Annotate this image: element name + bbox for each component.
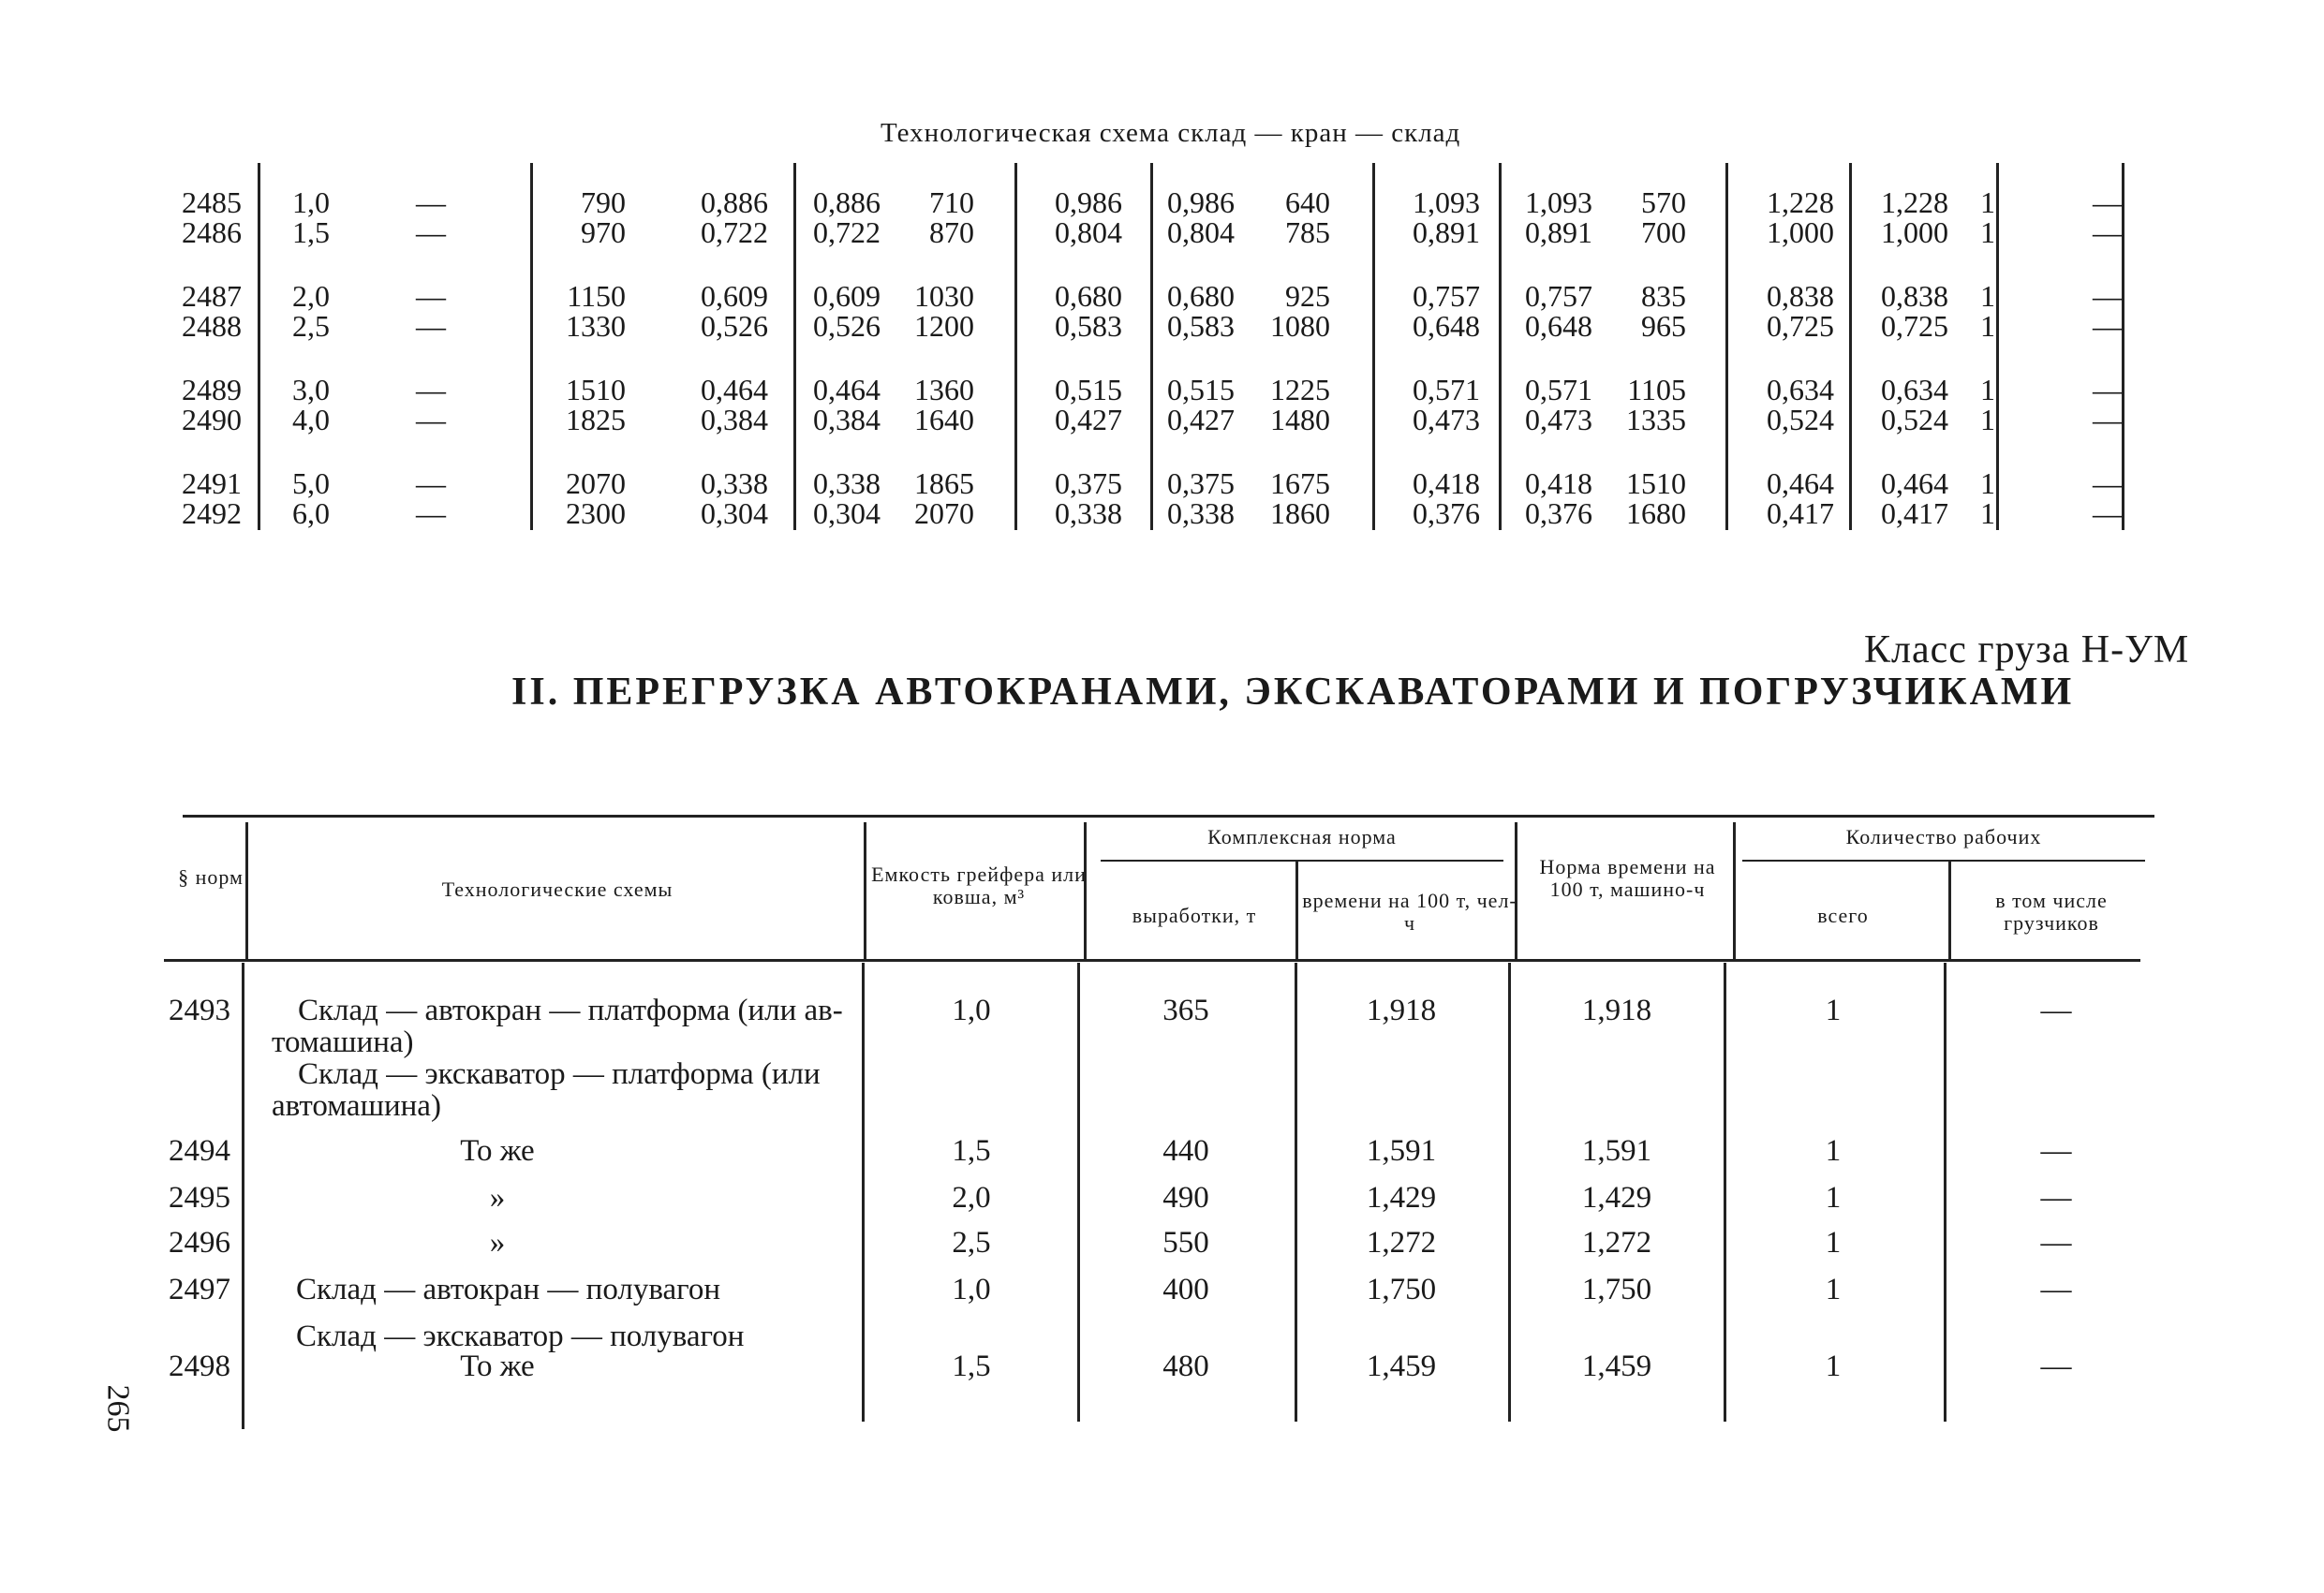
header-column-rule <box>1948 860 1951 959</box>
top-cell-c7: 785 <box>1285 215 1330 249</box>
top-cell-c1: 2300 <box>566 496 626 530</box>
top-cell-dash: — <box>416 185 446 219</box>
top-cell-c3: 0,526 <box>813 309 881 343</box>
top-cell-c6: 0,427 <box>1167 403 1235 436</box>
cell-machine: 1,429 <box>1581 1181 1652 1215</box>
cell-capacity: 1,5 <box>952 1350 991 1383</box>
top-cell-c4: 710 <box>929 185 974 219</box>
top-cell-c3: 0,886 <box>813 185 881 219</box>
top-cell-dash: — <box>416 279 446 313</box>
top-cell-c2: 0,526 <box>701 309 768 343</box>
top-cell-c4: 870 <box>929 215 974 249</box>
top-cell-id: 2487 <box>182 279 242 313</box>
top-cell-c3: 0,464 <box>813 373 881 406</box>
top-cell-c3: 0,304 <box>813 496 881 530</box>
top-cell-c12: 0,464 <box>1881 466 1948 500</box>
top-cell-c9: 0,473 <box>1525 403 1592 436</box>
header-capacity: Емкость грейфера или ковша, м³ <box>871 863 1087 908</box>
cell-output: 440 <box>1162 1134 1209 1168</box>
header-schemes: Технологические схемы <box>441 878 674 901</box>
top-cell-c4: 1865 <box>914 466 974 500</box>
top-cell-loaders: — <box>2093 373 2123 406</box>
cell-loaders: — <box>2040 1134 2072 1168</box>
top-cell-c10: 570 <box>1641 185 1686 219</box>
scheme-line: Склад — экскаватор — платформа (или <box>298 1057 821 1091</box>
top-cell-c2: 0,609 <box>701 279 768 313</box>
top-cell-c5: 0,986 <box>1055 185 1122 219</box>
top-cell-id: 2492 <box>182 496 242 530</box>
top-cell-total: 1 <box>1980 309 1995 343</box>
top-cell-dash: — <box>416 403 446 436</box>
cell-capacity: 1,0 <box>952 994 991 1027</box>
top-cell-c6: 0,338 <box>1167 496 1235 530</box>
top-cell-c8: 0,891 <box>1413 215 1480 249</box>
top-cell-cap: 4,0 <box>292 403 330 436</box>
header-column-rule <box>864 822 866 961</box>
top-cell-c9: 0,648 <box>1525 309 1592 343</box>
top-cell-c10: 1335 <box>1626 403 1686 436</box>
top-cell-loaders: — <box>2093 403 2123 436</box>
top-cell-c9: 0,376 <box>1525 496 1592 530</box>
top-cell-total: 1 <box>1980 373 1995 406</box>
cargo-class: Класс груза Н-УМ <box>1864 628 2190 671</box>
top-cell-c12: 0,838 <box>1881 279 1948 313</box>
body-column-rule <box>1508 963 1511 1422</box>
top-cell-c8: 0,418 <box>1413 466 1480 500</box>
header-column-rule <box>245 822 248 961</box>
top-cell-dash: — <box>416 466 446 500</box>
norm-number: 2494 <box>169 1134 230 1168</box>
top-cell-c6: 0,986 <box>1167 185 1235 219</box>
top-cell-c3: 0,384 <box>813 403 881 436</box>
top-cell-c11: 0,725 <box>1767 309 1834 343</box>
top-cell-loaders: — <box>2093 215 2123 249</box>
top-cell-c1: 1150 <box>567 279 626 313</box>
cell-machine: 1,459 <box>1581 1350 1652 1383</box>
body-column-rule <box>1295 963 1297 1422</box>
top-cell-dash: — <box>416 309 446 343</box>
cell-output: 400 <box>1162 1273 1209 1306</box>
top-cell-cap: 2,0 <box>292 279 330 313</box>
top-cell-dash: — <box>416 373 446 406</box>
top-cell-c4: 1200 <box>914 309 974 343</box>
top-cell-c11: 0,524 <box>1767 403 1834 436</box>
header-time-per-100: времени на 100 т, чел-ч <box>1302 889 1517 935</box>
norm-number: 2496 <box>169 1226 230 1260</box>
top-cell-total: 1 <box>1980 279 1995 313</box>
page-number: 265 <box>100 1384 136 1433</box>
scheme-line: Склад — экскаватор — полувагон <box>296 1320 745 1353</box>
top-cell-c11: 0,634 <box>1767 373 1834 406</box>
body-column-rule <box>1077 963 1080 1422</box>
cell-capacity: 1,5 <box>952 1134 991 1168</box>
cell-loaders: — <box>2040 994 2072 1027</box>
top-cell-c8: 0,473 <box>1413 403 1480 436</box>
header-bottom-rule <box>164 959 2140 962</box>
top-cell-loaders: — <box>2093 496 2123 530</box>
top-cell-c12: 1,228 <box>1881 185 1948 219</box>
top-cell-c1: 1510 <box>566 373 626 406</box>
top-cell-c4: 1640 <box>914 403 974 436</box>
cell-total: 1 <box>1825 1181 1842 1215</box>
top-cell-c11: 1,228 <box>1767 185 1834 219</box>
top-cell-id: 2488 <box>182 309 242 343</box>
top-cell-c5: 0,375 <box>1055 466 1122 500</box>
top-cell-c12: 0,725 <box>1881 309 1948 343</box>
top-cell-c1: 790 <box>581 185 626 219</box>
workers-rule <box>1742 860 2145 862</box>
header-norm-no: § норм <box>178 865 244 889</box>
top-cell-loaders: — <box>2093 185 2123 219</box>
top-cell-c8: 1,093 <box>1413 185 1480 219</box>
top-cell-c8: 0,571 <box>1413 373 1480 406</box>
top-cell-c2: 0,722 <box>701 215 768 249</box>
top-cell-c1: 1330 <box>566 309 626 343</box>
top-cell-c8: 0,376 <box>1413 496 1480 530</box>
top-cell-c5: 0,680 <box>1055 279 1122 313</box>
top-cell-total: 1 <box>1980 215 1995 249</box>
top-cell-c6: 0,515 <box>1167 373 1235 406</box>
top-cell-total: 1 <box>1980 403 1995 436</box>
top-cell-c2: 0,886 <box>701 185 768 219</box>
top-cell-c6: 0,583 <box>1167 309 1235 343</box>
body-column-rule <box>242 963 244 1429</box>
top-cell-cap: 6,0 <box>292 496 330 530</box>
top-cell-id: 2491 <box>182 466 242 500</box>
scheme-line: томашина) <box>272 1025 414 1059</box>
top-cell-c7: 1675 <box>1270 466 1330 500</box>
cell-capacity: 2,5 <box>952 1226 991 1260</box>
cell-machine: 1,272 <box>1581 1226 1652 1260</box>
top-cell-loaders: — <box>2093 309 2123 343</box>
top-cell-c10: 700 <box>1641 215 1686 249</box>
top-cell-c7: 1225 <box>1270 373 1330 406</box>
cell-loaders: — <box>2040 1181 2072 1215</box>
top-cell-id: 2489 <box>182 373 242 406</box>
cell-capacity: 2,0 <box>952 1181 991 1215</box>
top-cell-c11: 0,838 <box>1767 279 1834 313</box>
top-cell-c9: 0,571 <box>1525 373 1592 406</box>
top-cell-c11: 0,464 <box>1767 466 1834 500</box>
norm-number: 2498 <box>169 1350 230 1383</box>
cell-time: 1,459 <box>1366 1350 1437 1383</box>
header-workers: Количество рабочих <box>1845 825 2042 848</box>
top-cell-c6: 0,375 <box>1167 466 1235 500</box>
top-cell-c3: 0,722 <box>813 215 881 249</box>
cell-output: 365 <box>1162 994 1209 1027</box>
top-cell-c10: 835 <box>1641 279 1686 313</box>
top-cell-c10: 1680 <box>1626 496 1686 530</box>
top-cell-c9: 0,891 <box>1525 215 1592 249</box>
body-column-rule <box>1724 963 1726 1422</box>
top-cell-c2: 0,384 <box>701 403 768 436</box>
scheme-line: автомашина) <box>272 1089 441 1123</box>
top-cell-total: 1 <box>1980 185 1995 219</box>
top-cell-c12: 0,417 <box>1881 496 1948 530</box>
cell-capacity: 1,0 <box>952 1273 991 1306</box>
top-caption: Технологическая схема склад — кран — склад <box>881 118 1461 148</box>
top-cell-c2: 0,338 <box>701 466 768 500</box>
body-column-rule <box>1944 963 1947 1422</box>
cell-output: 550 <box>1162 1226 1209 1260</box>
cell-loaders: — <box>2040 1350 2072 1383</box>
norm-number: 2493 <box>169 994 230 1027</box>
top-cell-loaders: — <box>2093 279 2123 313</box>
cell-total: 1 <box>1825 1273 1842 1306</box>
top-cell-c1: 2070 <box>566 466 626 500</box>
top-cell-c10: 1510 <box>1626 466 1686 500</box>
top-cell-cap: 2,5 <box>292 309 330 343</box>
top-cell-id: 2486 <box>182 215 242 249</box>
top-cell-c3: 0,338 <box>813 466 881 500</box>
header-complex-norm: Комплексная норма <box>1207 825 1397 848</box>
top-cell-c11: 0,417 <box>1767 496 1834 530</box>
top-cell-c4: 1030 <box>914 279 974 313</box>
top-cell-c5: 0,804 <box>1055 215 1122 249</box>
top-cell-c4: 1360 <box>914 373 974 406</box>
top-cell-c7: 925 <box>1285 279 1330 313</box>
top-cell-c1: 1825 <box>566 403 626 436</box>
scheme-line: Склад — автокран — платформа (или ав- <box>298 994 843 1027</box>
top-cell-c10: 1105 <box>1627 373 1686 406</box>
top-cell-c2: 0,304 <box>701 496 768 530</box>
cell-output: 480 <box>1162 1350 1209 1383</box>
header-workers-total: всего <box>1817 904 1869 927</box>
top-cell-c9: 1,093 <box>1525 185 1592 219</box>
top-cell-c8: 0,648 <box>1413 309 1480 343</box>
cell-time: 1,591 <box>1366 1134 1437 1168</box>
top-cell-c7: 640 <box>1285 185 1330 219</box>
cell-machine: 1,591 <box>1581 1134 1652 1168</box>
header-output: выработки, т <box>1132 904 1257 927</box>
scheme: » <box>489 1181 506 1215</box>
top-cell-c1: 970 <box>581 215 626 249</box>
section-title: II. ПЕРЕГРУЗКА АВТОКРАНАМИ, ЭКСКАВАТОРАМИ И ПОГРУЗЧИКАМИ <box>511 671 2075 714</box>
top-cell-cap: 1,0 <box>292 185 330 219</box>
top-cell-c11: 1,000 <box>1767 215 1834 249</box>
cell-time: 1,429 <box>1366 1181 1437 1215</box>
cell-total: 1 <box>1825 1134 1842 1168</box>
complex-norm-rule <box>1101 860 1503 862</box>
top-cell-cap: 3,0 <box>292 373 330 406</box>
header-top-rule <box>183 815 2154 818</box>
norm-number: 2495 <box>169 1181 230 1215</box>
top-cell-c10: 965 <box>1641 309 1686 343</box>
cell-time: 1,918 <box>1366 994 1437 1027</box>
top-cell-c4: 2070 <box>914 496 974 530</box>
top-cell-c5: 0,338 <box>1055 496 1122 530</box>
top-cell-c9: 0,418 <box>1525 466 1592 500</box>
top-cell-id: 2485 <box>182 185 242 219</box>
top-cell-c7: 1860 <box>1270 496 1330 530</box>
top-cell-c7: 1480 <box>1270 403 1330 436</box>
top-cell-c6: 0,680 <box>1167 279 1235 313</box>
top-cell-c12: 1,000 <box>1881 215 1948 249</box>
cell-machine: 1,750 <box>1581 1273 1652 1306</box>
cell-time: 1,272 <box>1366 1226 1437 1260</box>
cell-loaders: — <box>2040 1273 2072 1306</box>
top-cell-c12: 0,524 <box>1881 403 1948 436</box>
scheme: То же <box>460 1134 535 1168</box>
top-cell-total: 1 <box>1980 466 1995 500</box>
top-cell-c6: 0,804 <box>1167 215 1235 249</box>
header-workers-loaders: в том числе грузчиков <box>1995 889 2108 935</box>
header-column-rule <box>1733 822 1736 961</box>
top-cell-c5: 0,427 <box>1055 403 1122 436</box>
scheme-line: То же <box>460 1350 535 1383</box>
cell-total: 1 <box>1825 1350 1842 1383</box>
top-cell-c5: 0,515 <box>1055 373 1122 406</box>
top-cell-id: 2490 <box>182 403 242 436</box>
cell-loaders: — <box>2040 1226 2072 1260</box>
top-cell-c8: 0,757 <box>1413 279 1480 313</box>
scheme: Склад — автокран — полувагон <box>296 1273 721 1306</box>
body-column-rule <box>862 963 865 1422</box>
top-cell-c5: 0,583 <box>1055 309 1122 343</box>
top-cell-cap: 5,0 <box>292 466 330 500</box>
top-cell-loaders: — <box>2093 466 2123 500</box>
cell-machine: 1,918 <box>1581 994 1652 1027</box>
top-cell-c12: 0,634 <box>1881 373 1948 406</box>
top-cell-c7: 1080 <box>1270 309 1330 343</box>
cell-output: 490 <box>1162 1181 1209 1215</box>
cell-time: 1,750 <box>1366 1273 1437 1306</box>
top-cell-c9: 0,757 <box>1525 279 1592 313</box>
norm-number: 2497 <box>169 1273 230 1306</box>
cell-total: 1 <box>1825 994 1842 1027</box>
top-cell-dash: — <box>416 215 446 249</box>
top-cell-cap: 1,5 <box>292 215 330 249</box>
top-column-rule <box>1996 163 1999 530</box>
cell-total: 1 <box>1825 1226 1842 1260</box>
top-cell-dash: — <box>416 496 446 530</box>
scheme: » <box>489 1226 506 1260</box>
top-cell-total: 1 <box>1980 496 1995 530</box>
top-cell-c3: 0,609 <box>813 279 881 313</box>
top-cell-c2: 0,464 <box>701 373 768 406</box>
header-machine-time: Норма времени на 100 т, машино-ч <box>1539 855 1716 901</box>
